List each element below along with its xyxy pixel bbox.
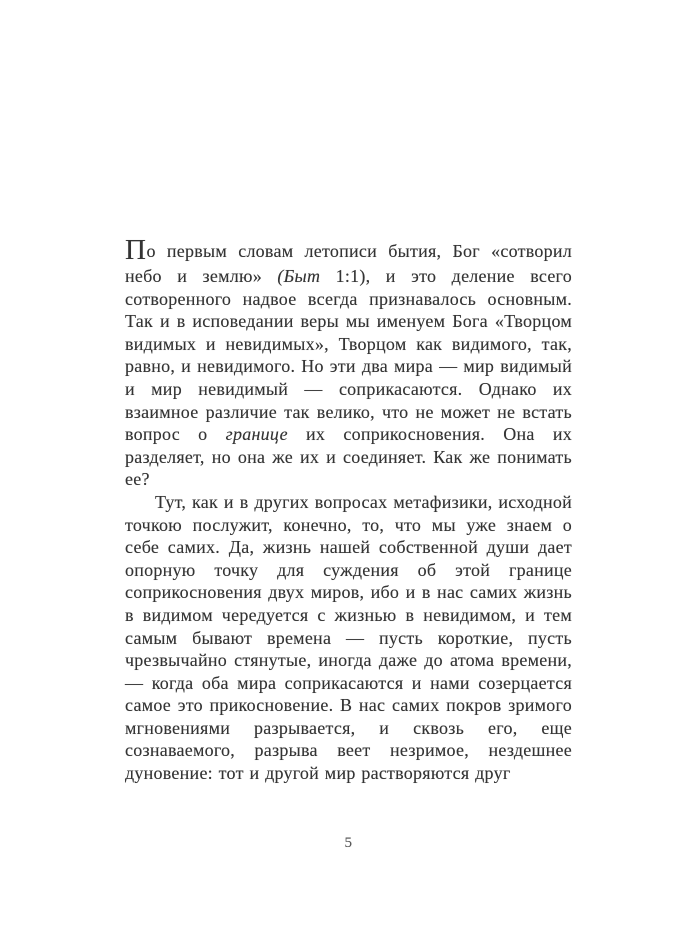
text-run: 1:1), и это деление всего сотворенного надвое всегда признавалось основным. Так и в исповедании веры мы именуем Бога «Творцом видимых и невидимых», Творцом как видимого, так, равно, и невидимого. Но эти два мира — мир видимый и мир невидимый — соприкасаются. Однако их взаимное различие так велико, что не может не встать вопрос о	[125, 266, 572, 445]
italic-text-run: границе	[225, 424, 288, 445]
text-run: Тут, как и в других вопросах метафизики, исходной точкою послужит, конечно, то, что мы уже знаем о себе самих. Да, жизнь нашей собственной души дает опорную точку для суждения об этой границе соприкосновения двух миров, ибо и в нас самих жизнь в видимом чередуется с жизнью в невидимом, и тем самым бывают времена — пусть короткие, пусть чрезвычайно стянутые, иногда даже до атома времени, — когда оба мира соприкасаются и нами созерцается самое это прикосновение. В нас самих покров зримого мгновениями разрывается, и сквозь его, еще сознаваемого, разрыва веет незримое, нездешнее дуновение: тот и другой мир растворяются друг	[125, 491, 572, 784]
italic-text-run: (Быт	[277, 266, 321, 286]
text-run: их соприкосновения. Она их разделяет, но она же их и соединяет. Как же понимать ее?	[125, 424, 572, 490]
text-run: о первым словам летописи бытия, Бог «сотворил небо и землю»	[125, 241, 572, 286]
initial-letter: П	[125, 234, 147, 266]
paragraph	[125, 491, 572, 785]
paragraph	[125, 236, 572, 491]
text-block	[125, 236, 572, 785]
page-number: 5	[344, 835, 353, 851]
